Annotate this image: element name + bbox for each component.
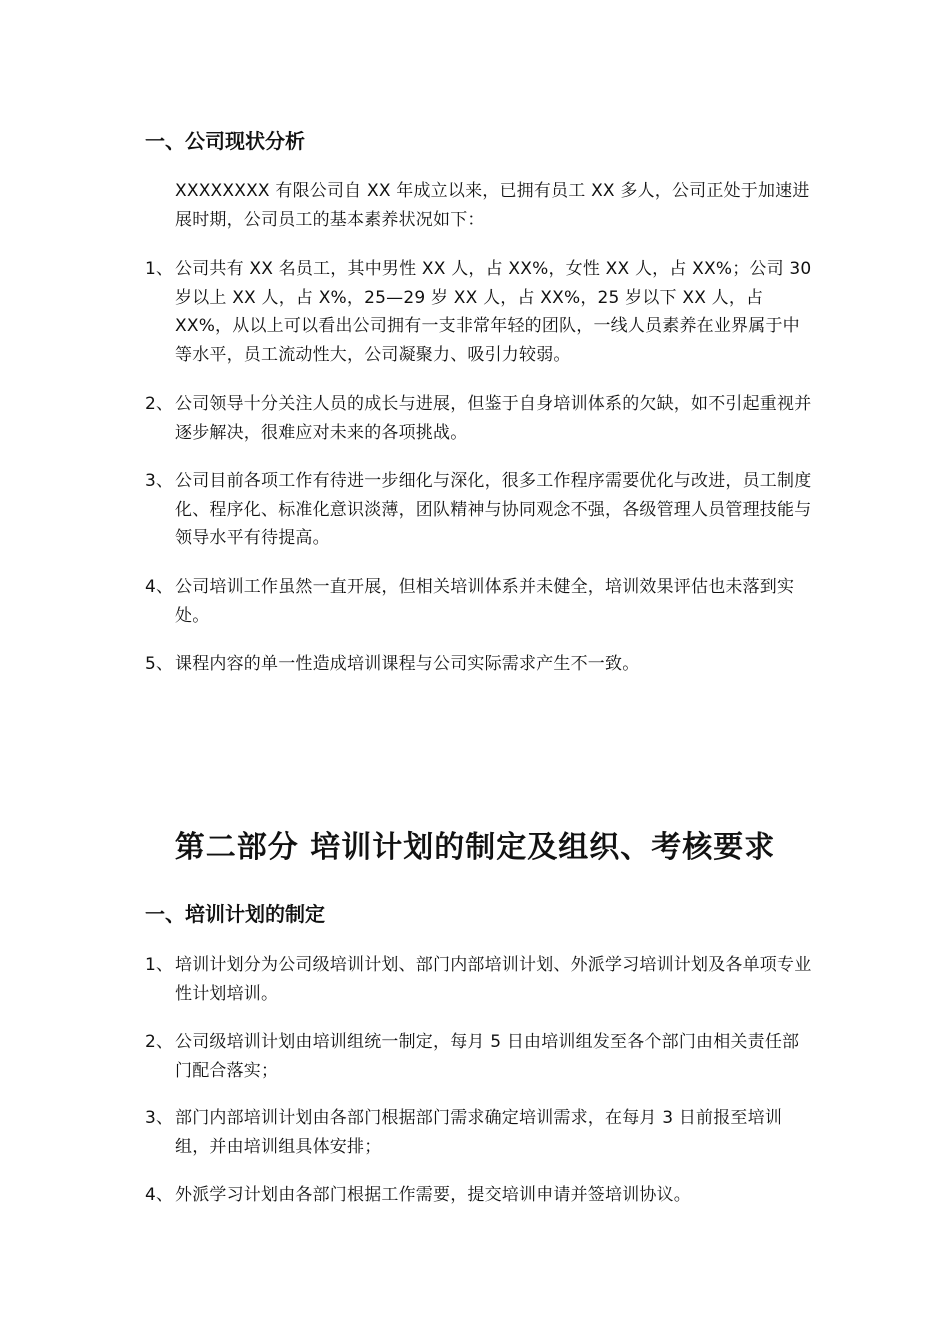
list-item-number: 1、 (145, 955, 174, 975)
list-item-text: 公司领导十分关注人员的成长与进展，但鉴于自身培训体系的欠缺，如不引起重视并逐步解决，很难应对未来的各项挑战。 (175, 394, 812, 443)
list-item (145, 1028, 815, 1085)
list-item-text: 培训计划分为公司级培训计划、部门内部培训计划、外派学习培训计划及各单项专业性计划培训。 (175, 955, 812, 1004)
list-item-number: 5、 (145, 654, 174, 674)
list-item-number: 4、 (145, 577, 174, 597)
list-item (145, 255, 815, 369)
list-item-number: 3、 (145, 1108, 174, 1128)
list-item-number: 3、 (145, 471, 174, 491)
part-title: 第二部分 培训计划的制定及组织、考核要求 (174, 830, 776, 865)
section-heading-plan-formulation: 一、培训计划的制定 (145, 902, 325, 926)
intro-paragraph: XXXXXXXX 有限公司自 XX 年成立以来，已拥有员工 XX 多人，公司正处于加速进展时期，公司员工的基本素养状况如下： (175, 181, 810, 230)
list-item-number: 2、 (145, 394, 174, 414)
list-item (145, 1181, 815, 1210)
list-item-number: 2、 (145, 1032, 174, 1052)
list-item-number: 1、 (145, 259, 174, 279)
list-item-text: 公司目前各项工作有待进一步细化与深化，很多工作程序需要优化与改进，员工制度化、程序化、标准化意识淡薄，团队精神与协同观念不强，各级管理人员管理技能与领导水平有待提高。 (175, 471, 812, 548)
list-item-text: 外派学习计划由各部门根据工作需要，提交培训申请并签培训协议。 (175, 1185, 691, 1205)
list-item (145, 573, 815, 630)
list-item (145, 1104, 815, 1161)
list-item (145, 467, 815, 553)
list-item-text: 课程内容的单一性造成培训课程与公司实际需求产生不一致。 (175, 654, 640, 674)
list-item (145, 650, 815, 679)
list-item (145, 390, 815, 447)
list-item-text: 公司共有 XX 名员工，其中男性 XX 人，占 XX%，女性 XX 人，占 XX%；公司 30 岁以上 XX 人，占 X%，25—29 岁 XX 人，占 XX%，25 岁以下 XX 人，占 XX%，从以上可以看出公司拥有一支非常年轻的团队，一线人员素养在业界属于中等水平，员工流动性大，公司凝聚力、吸引力较弱。 (175, 259, 812, 365)
list-item-text: 部门内部培训计划由各部门根据部门需求确定培训需求，在每月 3 日前报至培训组，并由培训组具体安排； (175, 1108, 783, 1157)
list-item (145, 951, 815, 1008)
section-heading-company-status: 一、公司现状分析 (145, 129, 305, 153)
list-item-text: 公司培训工作虽然一直开展，但相关培训体系并未健全，培训效果评估也未落到实处。 (175, 577, 795, 626)
list-item-number: 4、 (145, 1185, 174, 1205)
list-item-text: 公司级培训计划由培训组统一制定，每月 5 日由培训组发至各个部门由相关责任部门配合落实； (175, 1032, 800, 1081)
